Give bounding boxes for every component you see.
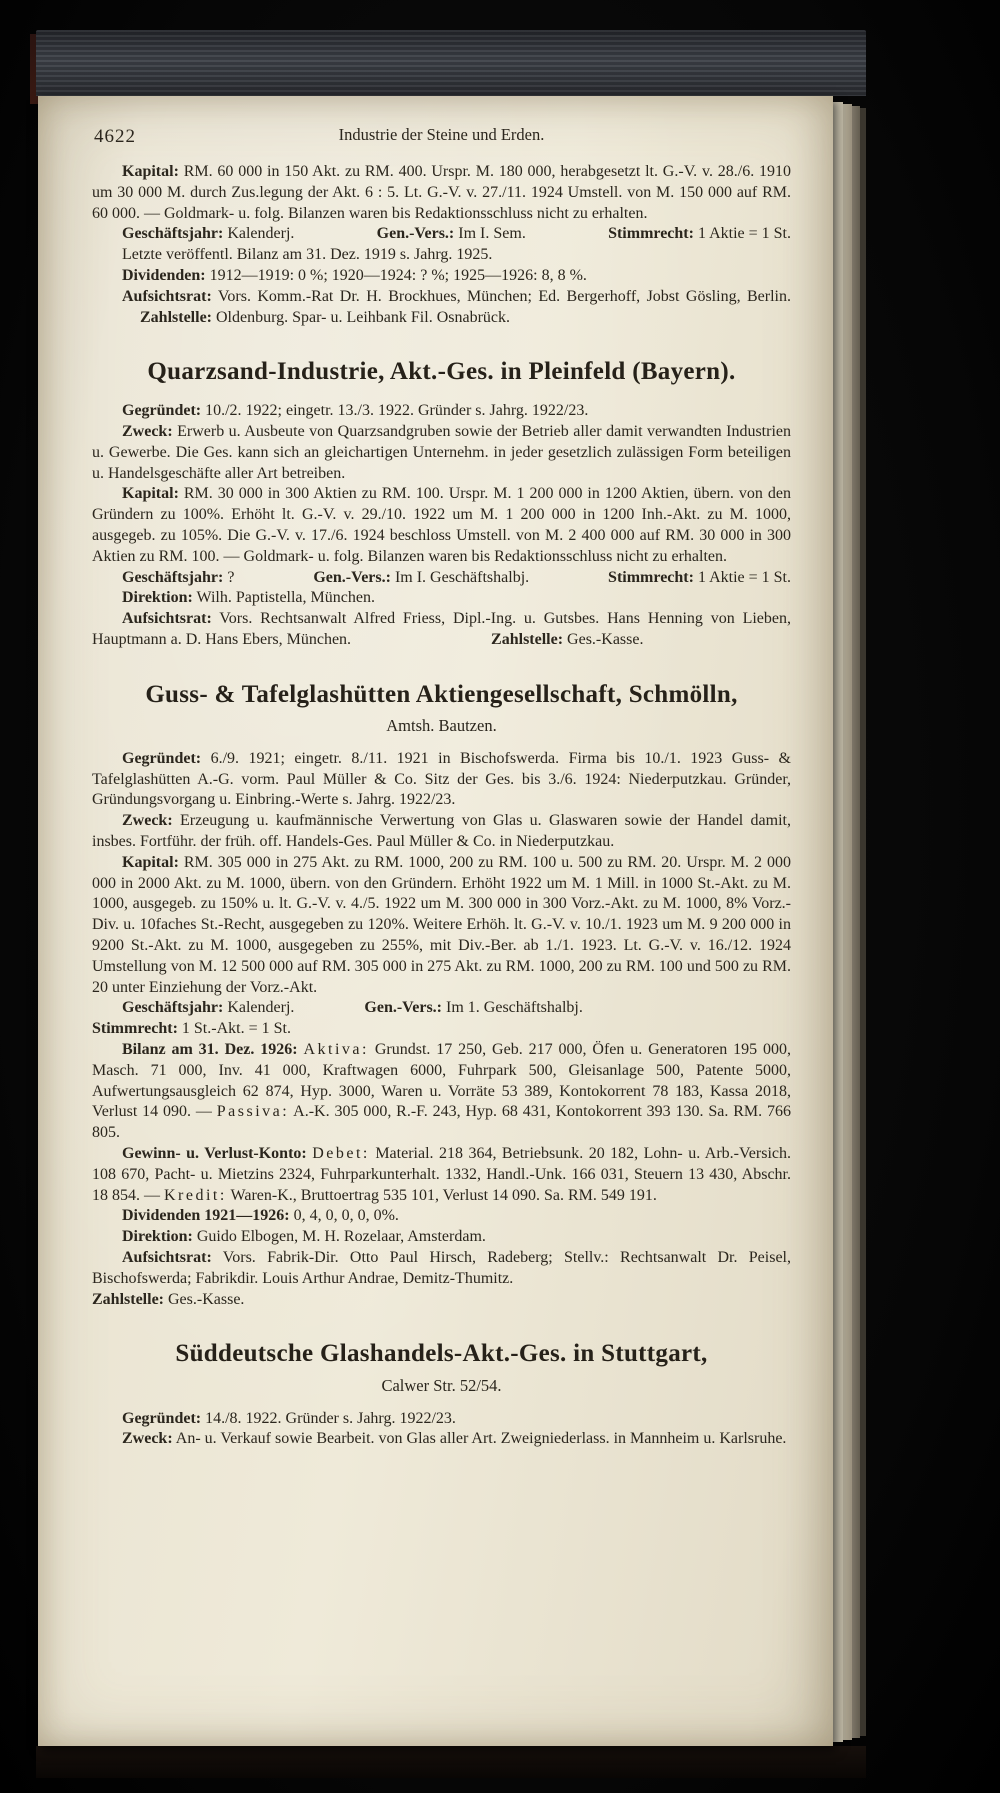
entry-paragraph: Letzte veröffentl. Bilanz am 31. Dez. 1919 s. Jahrg. 1925.: [122, 246, 493, 264]
entry-paragraph: [92, 588, 791, 609]
field-text: Vors. Rechtsanwalt Alfred Friess, Dipl.-Ing. u. Gutsbes. Hans Henning von Lieben, Hauptmann a. D. Hans Ebers, München.: [92, 610, 791, 648]
field-text: Grundst. 17 250, Geb. 217 000, Öfen u. Generatoren 195 000, Masch. 71 000, Inv. 41 000, Kraftwagen 6000, Fuhrpark 500, Gleisanlage 500, Patente 5000, Aufwertungsausgleich 62 874, Hyp. 3000, Waren u. Vorräte 53 389, Kontokorrent 78 183, Kassa 2018, Verlust 14 090. —: [92, 1041, 791, 1121]
field-text: Ges.-Kasse.: [164, 1290, 245, 1308]
entry-subheading: Calwer Str. 52/54.: [381, 1376, 502, 1396]
field-label: Geschäftsjahr:: [122, 568, 224, 586]
field-label: Aufsichtsrat:: [122, 1249, 212, 1266]
entry-sueddeutsche-glashandels: [92, 1340, 791, 1450]
field-label: Stimmrecht:: [608, 225, 694, 243]
field-pair: [377, 224, 526, 245]
field-label: Zahlstelle:: [92, 1290, 164, 1308]
entry-heading: Süddeutsche Glashandels-Akt.-Ges. in Stuttgart,: [175, 1340, 708, 1368]
field-text: 14./8. 1922. Gründer s. Jahrg. 1922/23.: [201, 1409, 456, 1427]
page-content: [92, 124, 791, 1450]
field-text: Waren-K., Bruttoertrag 535 101, Verlust 14 090. Sa. RM. 549 191.: [226, 1186, 657, 1204]
entry-paragraph: [92, 266, 791, 287]
field-text: 1 St.-Akt. = 1 St.: [177, 1020, 291, 1038]
field-label: Zweck:: [122, 422, 173, 440]
entry-fields-row: [92, 998, 791, 1019]
field-text: Material. 218 364, Betriebsunk. 20 182, Lohn- u. Arb.-Versich. 108 670, Pacht- u. Mietzins 2324, Fuhrparkunterhalt. 1332, Handl.-Unk. 166 031, Steuern 13 430, Abschr. 18 854. —: [92, 1145, 791, 1204]
field-label: Zweck:: [122, 812, 173, 830]
entry-paragraph: [92, 1429, 791, 1450]
balance-sheet-paragraph: [92, 1040, 791, 1144]
field-text: Wilh. Paptistella, München.: [192, 589, 375, 607]
field-text: RM. 305 000 in 275 Akt. zu RM. 1000, 200 zu RM. 100 u. 500 zu RM. 20. Urspr. M. 2 000 000 in 2000 Akt. zu M. 1000, übern. von den Gründern. Erhöht 1922 um M. 1 Mill. in 1000 St.-Akt. zu M. 1000, ausgegeb. zu 150% u. lt. G.-V. v. 4./5. 1922 um M. 300 000 in 300 Vorz.-Akt. zu M. 1000, 8% Vorz.-Div. u. 10faches St.-Recht, ausgegeben zu 120%. Weitere Erhöh. lt. G.-V. v. 10./1. 1923 um M. 9 200 000 in 9200 St.-Akt. zu M. 1000, ausgegeben zu 255%, mit Div.-Ber. ab 1./1. 1923. Lt. G.-V. v. 16./12. 1924 Umstellung von M. 12 500 000 auf RM. 305 000 in 275 Akt. zu RM. 1000, 200 zu RM. 100 und 500 zu RM. 20 unter Einziehung der Vorz.-Akt.: [92, 853, 791, 996]
field-label: Dividenden 1921—1926:: [122, 1207, 290, 1225]
field-label: Aufsichtsrat:: [122, 287, 212, 305]
field-label: Dividenden:: [122, 266, 206, 284]
page-edge-stack: [852, 106, 860, 1738]
field-text: Guido Elbogen, M. H. Rozelaar, Amsterdam.: [192, 1228, 486, 1246]
field-text: A.-K. 305 000, R.-F. 243, Hyp. 68 431, Kontokorrent 393 130. Sa. RM. 766 805.: [92, 1103, 792, 1142]
entry-quarzsand-industrie: [92, 358, 791, 650]
field-text: 0, 4, 0, 0, 0, 0%.: [289, 1207, 399, 1225]
field-text: 1 Aktie = 1 St.: [693, 225, 791, 243]
field-text: 1912—1919: 0 %; 1920—1924: ? %; 1925—1926: 8, 8 %.: [205, 266, 587, 284]
field-label: Geschäftsjahr:: [122, 225, 224, 243]
entry-paragraph: [92, 1206, 791, 1227]
entry-paragraph: [92, 1248, 791, 1290]
field-text: Kalenderj.: [223, 999, 295, 1017]
field-text: Kalenderj.: [223, 225, 295, 243]
field-text: RM. 60 000 in 150 Akt. zu RM. 400. Urspr. M. 180 000, herabgesetzt lt. G.-V. v. 28./6. 1910 um 30 000 M. durch Zus.legung der Akt. 6 : 5. Lt. G.-V. v. 27./11. 1924 Umstell. von M. 150 000 auf RM. 60 000. — Goldmark- u. folg. Bilanzen waren bis Redaktionsschluss nicht zu erhalten.: [92, 163, 791, 222]
entry-paragraph: [92, 853, 791, 999]
page-edge-stack: [843, 104, 852, 1740]
field-pair: [608, 224, 791, 245]
entry-paragraph: [92, 1227, 791, 1248]
field-label: Kapital:: [122, 163, 179, 180]
scanned-page: [38, 96, 833, 1746]
entry-subheading: Amtsh. Bautzen.: [386, 716, 497, 736]
entry-paragraph: [92, 749, 791, 811]
field-label: Bilanz am 31. Dez. 1926:: [122, 1041, 304, 1059]
book-top-edge: [36, 30, 866, 96]
field-label: Gegründet:: [122, 402, 202, 420]
field-text: Vors. Fabrik-Dir. Otto Paul Hirsch, Radeberg; Stellv.: Rechtsanwalt Dr. Peisel, Bischofswerda; Fabrikdir. Louis Arthur Andrae, Demitz-Thumitz.: [92, 1249, 791, 1287]
field-label: Stimmrecht:: [92, 1020, 178, 1038]
field-sublabel: Kredit:: [164, 1186, 227, 1204]
entry-guss-tafelglashuetten: [92, 681, 791, 1311]
field-label: Zweck:: [122, 1430, 173, 1448]
field-text: An- u. Verkauf sowie Bearbeit. von Glas aller Art. Zweigniederlass. in Mannheim u. Karlsruhe.: [172, 1430, 787, 1448]
field-label: Gen.-Vers.:: [313, 568, 391, 586]
entry-heading: Quarzsand-Industrie, Akt.-Ges. in Pleinfeld (Bayern).: [147, 358, 736, 386]
entry-paragraph: [92, 422, 791, 484]
field-label: Gegründet:: [122, 749, 202, 767]
field-text: 1 Aktie = 1 St.: [693, 568, 791, 586]
entry-fields-row: [92, 568, 791, 589]
field-label: Gen.-Vers.:: [376, 225, 455, 243]
page-edge-stack: [860, 108, 866, 1736]
field-sublabel: Debet:: [312, 1145, 370, 1163]
field-text: 6./9. 1921; eingetr. 8./11. 1921 in Bischofswerda. Firma bis 10./1. 1923 Guss- & Tafelglashütten A.-G. vorm. Paul Müller & Co. Sitz der Ges. bis 3./6. 1924: Niederputzkau. Gründer, Gründungsvorgang u. Einbring.-Werte s. Jahrg. 1922/23.: [92, 749, 791, 809]
page-edge-stack: [833, 102, 843, 1742]
field-label: Zahlstelle:: [140, 308, 212, 326]
field-text: Im I. Sem.: [454, 225, 526, 243]
field-text: Vors. Komm.-Rat Dr. H. Brockhues, München; Ed. Bergerhoff, Jobst Gösling, Berlin.: [211, 287, 791, 305]
entry-paragraph: [92, 1290, 791, 1311]
field-text: Erwerb u. Ausbeute von Quarzsandgruben sowie der Betrieb aller damit verwandten Industrien u. Gewerbe. Die Ges. kann sich an gleichartigen Unternehm. in jeder gesetzlich zulässigen Form beteiligen u. Handelsgeschäfte aller Art betreiben.: [92, 422, 791, 482]
field-label: Geschäftsjahr:: [122, 999, 224, 1017]
entry-paragraph: [92, 287, 791, 329]
field-sublabel: Passiva:: [216, 1103, 290, 1121]
field-label: Kapital:: [122, 853, 179, 871]
field-label: Kapital:: [122, 485, 179, 503]
field-label: Zahlstelle:: [491, 630, 564, 648]
book-bottom-edge: [36, 1746, 866, 1778]
entry-fields-row: [92, 224, 791, 245]
field-label: Direktion:: [122, 1228, 193, 1246]
page-number: 4622: [94, 126, 136, 147]
field-text: RM. 30 000 in 300 Aktien zu RM. 100. Urspr. M. 1 200 000 in 1200 Aktien, übern. von den Gründern zu 100%. Erhöht lt. G.-V. v. 29./10. 1922 um M. 1 200 000 in 1200 Inh.-Akt. zu M. 1000, ausgegeb. zu 105%. Die G.-V. v. 17./6. 1924 beschloss Umstell. von M. 2 400 000 auf RM. 30 000 in 300 Aktien zu RM. 100. — Goldmark- u. folg. Bilanzen waren bis Redaktionsschluss nicht zu erhalten.: [92, 485, 791, 565]
field-sublabel: Aktiva:: [303, 1041, 369, 1059]
entry-paragraph: [92, 811, 791, 853]
field-text: Im I. Geschäftshalbj.: [390, 568, 530, 586]
field-pair: [122, 224, 294, 245]
field-label: Stimmrecht:: [608, 568, 694, 586]
entry-paragraph: [92, 1409, 791, 1430]
entry-continued: [92, 162, 791, 328]
running-title: Industrie der Steine und Erden.: [338, 125, 545, 144]
field-pair: [608, 568, 791, 589]
profit-loss-paragraph: [92, 1144, 791, 1206]
field-label: Aufsichtsrat:: [122, 610, 212, 628]
entry-paragraph: [92, 484, 791, 567]
field-label: Direktion:: [122, 589, 193, 607]
entry-paragraph: [92, 401, 791, 422]
field-label: Gegründet:: [122, 1409, 202, 1427]
field-text: ?: [223, 568, 235, 586]
entry-paragraph: [92, 162, 791, 224]
field-pair: [313, 568, 529, 589]
running-header: [92, 124, 791, 150]
field-text: Oldenburg. Spar- u. Leihbank Fil. Osnabrück.: [212, 308, 510, 326]
field-label: Gen.-Vers.:: [364, 999, 443, 1017]
entry-paragraph: [92, 609, 791, 651]
field-pair: [122, 568, 234, 589]
field-text: Erzeugung u. kaufmännische Verwertung von Glas u. Glaswaren sowie der Handel damit, insbes. Fortführ. der früh. off. Handels-Ges. Paul Müller & Co. in Niederputzkau.: [92, 812, 791, 851]
field-label: Gewinn- u. Verlust-Konto:: [122, 1145, 313, 1163]
field-text: Im 1. Geschäftshalbj.: [442, 999, 583, 1017]
field-text: Ges.-Kasse.: [563, 630, 644, 648]
entry-heading: Guss- & Tafelglashütten Aktiengesellschaft, Schmölln,: [145, 680, 738, 708]
field-text: 10./2. 1922; eingetr. 13./3. 1922. Gründer s. Jahrg. 1922/23.: [201, 402, 589, 420]
entry-paragraph: [92, 1019, 791, 1040]
